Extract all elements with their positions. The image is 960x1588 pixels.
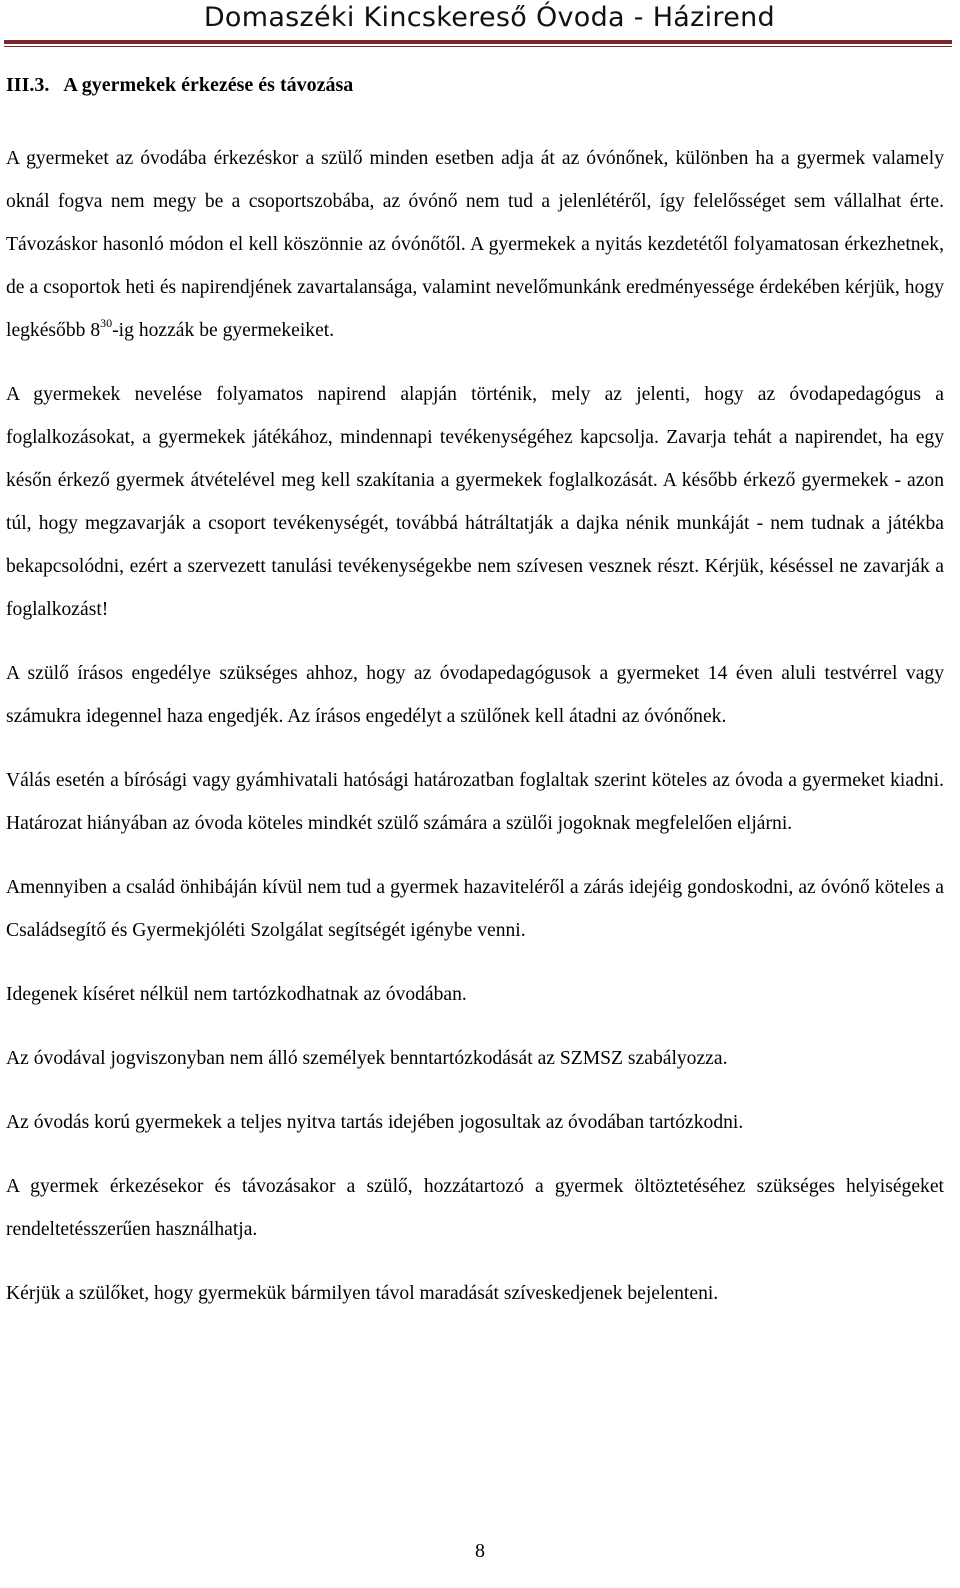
paragraph-strangers: Idegenek kíséret nélkül nem tartózkodhatnak az óvodában. xyxy=(6,984,467,1005)
paragraph-arrival-text: A gyermeket az óvodába érkezéskor a szülő minden esetben adja át az óvónőnek, különben ha a gyermek valamely oknál fogva nem megy be a csoportszobába, az óvónő nem tud a jelenlétéről, így felelősséget sem vállalhat érte. Távozáskor hasonló módon el kell köszönnie az óvónőtől. A gyermekek a nyitás kezdetétől folyamatosan érkezhetnek, de a csoportok heti és napirendjének zavartalansága, valamint nevelőmunkánk eredményessége érdekében kérjük, hogy legkésőbb 8 xyxy=(6,148,944,341)
paragraph-absence-notice: Kérjük a szülőket, hogy gyermekük bármilyen távol maradását szíveskedjenek bejelenteni. xyxy=(6,1283,719,1304)
paragraph-arrival xyxy=(6,137,944,352)
section-title: A gyermekek érkezése és távozása xyxy=(63,74,354,96)
paragraph-written-permission: A szülő írásos engedélye szükséges ahhoz, hogy az óvodapedagógusok a gyermeket 14 éven aluli testvérrel vagy számukra idegennel haza engedjék. Az írásos engedélyt a szülőnek kell átadni az óvónőnek. xyxy=(6,663,944,727)
time-superscript: 30 xyxy=(100,316,113,330)
document-body xyxy=(6,137,944,1315)
paragraph-non-members: Az óvodával jogviszonyban nem álló személyek benntartózkodását az SZMSZ szabályozza. xyxy=(6,1048,728,1069)
paragraph-arrival-text-end: -ig hozzák be gyermekeiket. xyxy=(112,320,335,341)
page-header xyxy=(0,0,960,48)
page-number: 8 xyxy=(475,1540,485,1562)
paragraph-dressing-rooms: A gyermek érkezésekor és távozásakor a szülő, hozzátartozó a gyermek öltöztetéséhez szükséges helyiségeket rendeltetésszerűen használhatja. xyxy=(6,1176,944,1240)
header-title: Domaszéki Kincskereső Óvoda - Házirend xyxy=(203,2,775,33)
section-heading xyxy=(6,74,353,97)
paragraph-divorce: Válás esetén a bírósági vagy gyámhivatali hatósági határozatban foglaltak szerint köteles az óvoda a gyermeket kiadni. Határozat hiányában az óvoda köteles mindkét szülő számára a szülői jogoknak megfelelően eljárni. xyxy=(6,770,944,834)
header-rule-thick xyxy=(4,40,952,44)
paragraph-closing-time: Amennyiben a család önhibáján kívül nem tud a gyermek hazaviteléről a zárás idejéig gondoskodni, az óvónő köteles a Családsegítő és Gyermekjóléti Szolgálat segítségét igénybe venni. xyxy=(6,877,944,941)
paragraph-daily-schedule: A gyermekek nevelése folyamatos napirend alapján történik, mely az jelenti, hogy az óvodapedagógus a foglalkozásokat, a gyermekek játékához, mindennapi tevékenységéhez kapcsolja. Zavarja tehát a napirendet, ha egy későn érkező gyermek átvételével meg kell szakítania a gyermekek foglalkozását. A később érkező gyermekek - azon túl, hogy megzavarják a csoport tevékenységét, továbbá hátráltatják a dajka nénik munkáját - nem tudnak a játékba bekapcsolódni, ezért a szervezett tanulási tevékenységekbe nem szívesen vesznek részt. Kérjük, késéssel ne zavarják a foglalkozást! xyxy=(6,384,944,620)
section-number: III.3. xyxy=(6,74,50,96)
header-rule-thin xyxy=(4,46,952,47)
paragraph-opening-hours: Az óvodás korú gyermekek a teljes nyitva tartás idejében jogosultak az óvodában tartózkodni. xyxy=(6,1112,744,1133)
